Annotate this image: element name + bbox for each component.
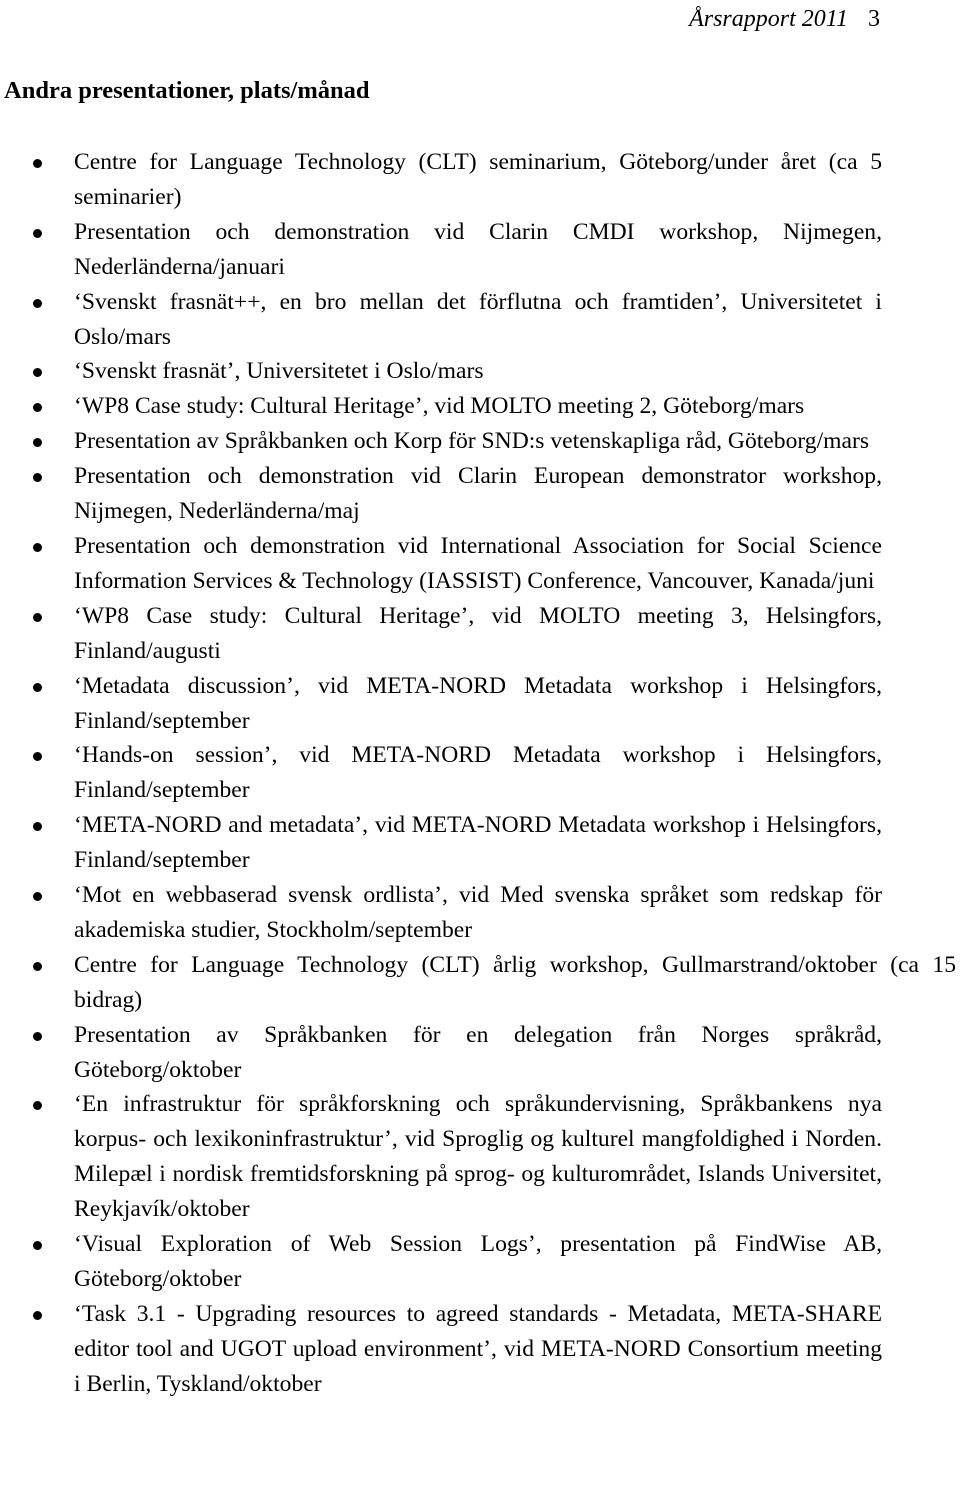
list-item-text: ‘Svenskt frasnät++, en bro mellan det förflutna och framtiden’, Universitetet i Oslo/mars bbox=[74, 288, 882, 350]
list-item bbox=[0, 354, 882, 389]
list-item bbox=[0, 389, 882, 424]
list-item-text: Presentation och demonstration vid International Association for Social Science Information Services & Technology (IASSIST) Conference, Vancouver, Kanada/juni bbox=[74, 532, 882, 594]
list-item bbox=[0, 1227, 882, 1297]
list-item bbox=[0, 669, 882, 739]
bullet-icon bbox=[33, 613, 42, 622]
bullet-icon bbox=[33, 1311, 42, 1320]
bullet-icon bbox=[33, 892, 42, 901]
list-item bbox=[0, 1018, 882, 1088]
list-item bbox=[0, 529, 882, 599]
list-item bbox=[0, 424, 882, 459]
bullet-icon bbox=[33, 229, 42, 238]
bullet-icon bbox=[33, 1101, 42, 1110]
bullet-icon bbox=[33, 822, 42, 831]
list-item bbox=[0, 599, 882, 669]
list-item-text: ‘Svenskt frasnät’, Universitetet i Oslo/mars bbox=[74, 358, 484, 385]
list-item bbox=[0, 878, 882, 948]
list-item-text: Presentation av Språkbanken för en delegation från Norges språkråd, Göteborg/oktober bbox=[74, 1021, 882, 1083]
list-item bbox=[0, 1297, 882, 1402]
page-number: 3 bbox=[868, 6, 880, 32]
bullet-icon bbox=[33, 159, 42, 168]
list-item-text: Presentation av Språkbanken och Korp för SND:s vetenskapliga råd, Göteborg/mars bbox=[74, 428, 870, 455]
list-item-text: Centre for Language Technology (CLT) årlig workshop, Gullmarstrand/oktober (ca 15 bidrag) bbox=[74, 951, 956, 1013]
list-item-text: ‘Visual Exploration of Web Session Logs’, presentation på FindWise AB, Göteborg/oktober bbox=[74, 1231, 882, 1292]
bullet-icon bbox=[33, 962, 42, 971]
list-item bbox=[0, 285, 882, 355]
bullet-icon bbox=[33, 543, 42, 552]
list-item-text: ‘Mot en webbaserad svensk ordlista’, vid Med svenska språket som redskap för akademiska studier, Stockholm/september bbox=[74, 882, 882, 943]
bullet-icon bbox=[33, 403, 42, 412]
list-item-text: ‘En infrastruktur för språkforskning och språkundervisning, Språkbankens nya korpus- och lexikoninfrastruktur’, vid Sproglig og kulturel mangfoldighed i Norden. Milepæl i nordisk fremtidsforskning på sprog- og kulturområdet, Islands Universitet, Reykjavík/oktober bbox=[74, 1091, 882, 1223]
list-item bbox=[0, 948, 956, 1018]
list-item bbox=[0, 459, 882, 529]
list-item bbox=[0, 145, 882, 215]
report-title: Årsrapport 2011 bbox=[689, 6, 848, 32]
list-item bbox=[0, 738, 882, 808]
running-header bbox=[689, 2, 880, 36]
list-item-text: ‘META-NORD and metadata’, vid META-NORD Metadata workshop i Helsingfors, Finland/september bbox=[74, 812, 882, 874]
list-item-text: ‘Hands-on session’, vid META-NORD Metadata workshop i Helsingfors, Finland/september bbox=[74, 742, 882, 804]
list-item-text: Centre for Language Technology (CLT) seminarium, Göteborg/under året (ca 5 seminarier) bbox=[74, 149, 882, 210]
list-item-text: Presentation och demonstration vid Clarin CMDI workshop, Nijmegen, Nederländerna/januari bbox=[74, 218, 882, 280]
presentation-list bbox=[0, 145, 955, 1402]
list-item-text: ‘WP8 Case study: Cultural Heritage’, vid MOLTO meeting 2, Göteborg/mars bbox=[74, 393, 805, 420]
bullet-icon bbox=[33, 1241, 42, 1250]
list-item-text: ‘Task 3.1 - Upgrading resources to agreed standards - Metadata, META-SHARE editor tool and UGOT upload environment’, vid META-NORD Consortium meeting i Berlin, Tyskland/oktober bbox=[74, 1300, 882, 1397]
bullet-icon bbox=[33, 299, 42, 308]
section-heading: Andra presentationer, plats/månad bbox=[4, 77, 370, 104]
list-item-text: Presentation och demonstration vid Clarin European demonstrator workshop, Nijmegen, Nederländerna/maj bbox=[74, 463, 882, 525]
bullet-icon bbox=[33, 683, 42, 692]
bullet-icon bbox=[33, 438, 42, 447]
bullet-icon bbox=[33, 1032, 42, 1041]
bullet-icon bbox=[33, 368, 42, 377]
list-item bbox=[0, 1087, 882, 1227]
bullet-icon bbox=[33, 473, 42, 482]
list-item-text: ‘Metadata discussion’, vid META-NORD Metadata workshop i Helsingfors, Finland/september bbox=[74, 672, 882, 734]
list-item bbox=[0, 215, 882, 285]
bullet-icon bbox=[33, 752, 42, 761]
list-item-text: ‘WP8 Case study: Cultural Heritage’, vid MOLTO meeting 3, Helsingfors, Finland/augusti bbox=[74, 602, 882, 664]
list-item bbox=[0, 808, 882, 878]
